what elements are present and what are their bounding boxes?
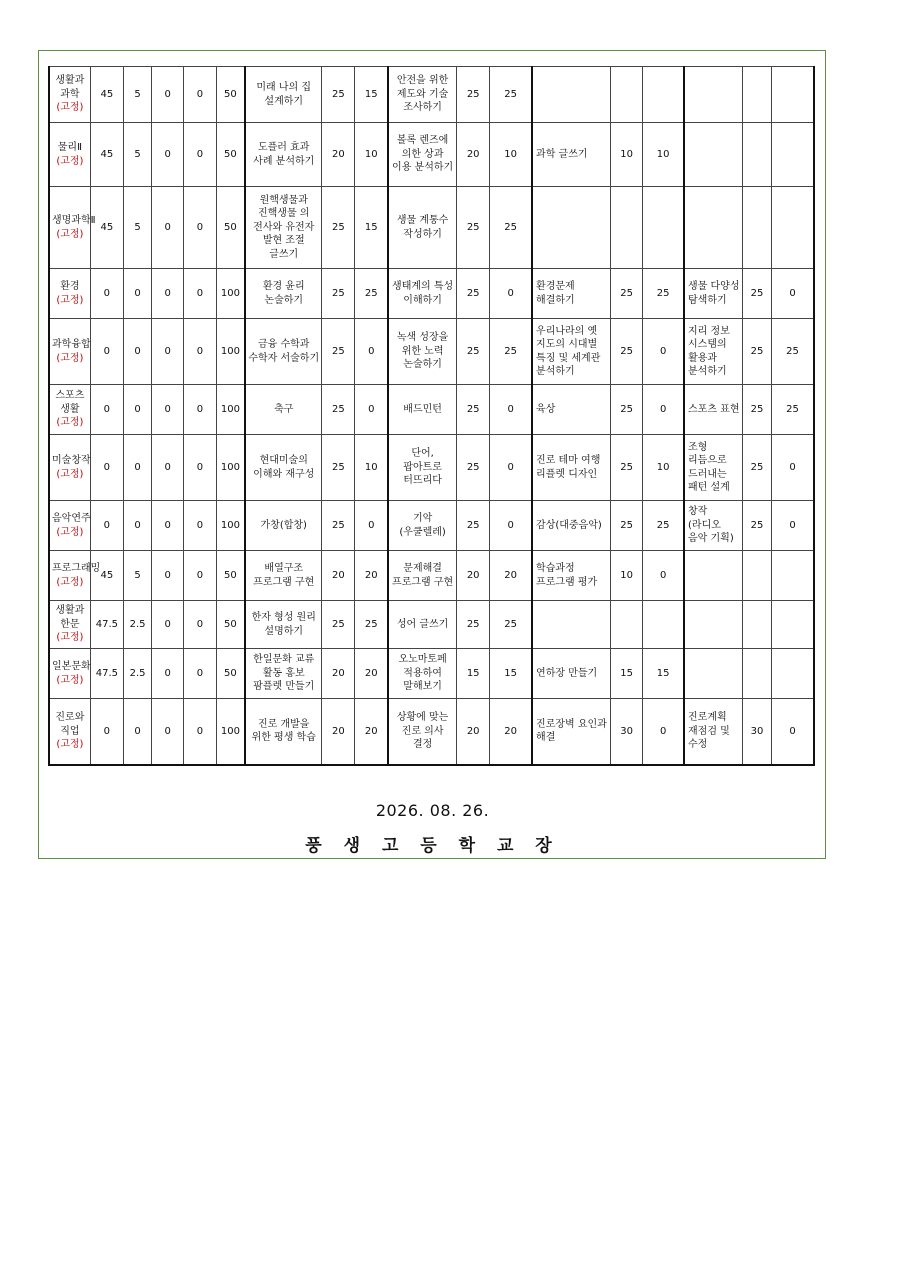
subject-cell bbox=[49, 269, 90, 319]
fixed-label: (고정) bbox=[56, 468, 84, 480]
subject-cell bbox=[49, 319, 90, 385]
weight-cell: 0 bbox=[123, 501, 151, 551]
weight-cell: 2.5 bbox=[123, 649, 151, 699]
activity-score-cell bbox=[772, 67, 814, 123]
subject-cell bbox=[49, 123, 90, 187]
activity-score-cell: 0 bbox=[643, 551, 684, 601]
activity-score-cell: 0 bbox=[490, 435, 532, 501]
subject-name: 생활과 과학 bbox=[55, 75, 85, 100]
weight-cell: 47.5 bbox=[90, 649, 123, 699]
activity-score-cell: 20 bbox=[355, 551, 388, 601]
activity-name-cell: 축구 bbox=[245, 385, 322, 435]
activity-name-cell: 배드민턴 bbox=[388, 385, 456, 435]
activity-name-cell: 진로장벽 요인과 해결 bbox=[532, 699, 611, 765]
activity-name-cell: 성어 글쓰기 bbox=[388, 601, 456, 649]
weight-cell: 2.5 bbox=[123, 601, 151, 649]
activity-score-cell: 25 bbox=[742, 269, 771, 319]
activity-name-cell: 과학 글쓰기 bbox=[532, 123, 611, 187]
activity-score-cell: 0 bbox=[643, 385, 684, 435]
subject-cell bbox=[49, 551, 101, 601]
activity-score-cell: 25 bbox=[457, 269, 490, 319]
activity-name-cell bbox=[684, 601, 742, 649]
activity-score-cell: 20 bbox=[457, 551, 490, 601]
fixed-label: (고정) bbox=[56, 576, 84, 588]
activity-score-cell: 15 bbox=[490, 649, 532, 699]
activity-score-cell: 15 bbox=[643, 649, 684, 699]
subject-name: 프로그래밍 bbox=[52, 563, 101, 574]
activity-name-cell: 한일문화 교류 활동 홍보 팜플렛 만들기 bbox=[245, 649, 322, 699]
activity-score-cell bbox=[772, 123, 814, 187]
activity-name-cell: 진로 개발을 위한 평생 학습 bbox=[245, 699, 322, 765]
weight-cell: 100 bbox=[216, 269, 245, 319]
activity-score-cell: 0 bbox=[355, 385, 388, 435]
activity-score-cell bbox=[772, 551, 814, 601]
activity-score-cell: 10 bbox=[643, 435, 684, 501]
table-row bbox=[49, 699, 814, 765]
activity-score-cell: 25 bbox=[611, 319, 643, 385]
activity-score-cell: 20 bbox=[322, 649, 355, 699]
weight-cell: 50 bbox=[216, 187, 245, 269]
weight-cell: 0 bbox=[152, 269, 184, 319]
activity-score-cell: 10 bbox=[355, 123, 388, 187]
fixed-label: (고정) bbox=[56, 739, 84, 750]
activity-score-cell: 25 bbox=[643, 269, 684, 319]
weight-cell: 0 bbox=[152, 319, 184, 385]
activity-score-cell: 0 bbox=[772, 699, 814, 765]
activity-score-cell: 15 bbox=[355, 187, 388, 269]
fixed-label: (고정) bbox=[56, 352, 84, 364]
subject-cell bbox=[49, 187, 96, 269]
activity-score-cell: 25 bbox=[611, 501, 643, 551]
activity-name-cell: 미래 나의 집 설계하기 bbox=[245, 67, 322, 123]
weight-cell: 0 bbox=[90, 269, 123, 319]
assessment-table bbox=[48, 66, 815, 766]
subject-name: 생명과학Ⅱ bbox=[52, 215, 96, 226]
weight-cell: 5 bbox=[123, 123, 151, 187]
activity-name-cell: 도플러 효과 사례 분석하기 bbox=[245, 123, 322, 187]
activity-score-cell: 25 bbox=[322, 601, 355, 649]
activity-name-cell: 진로계획 재점검 및 수정 bbox=[684, 699, 742, 765]
weight-cell: 0 bbox=[184, 67, 216, 123]
activity-score-cell: 20 bbox=[490, 699, 532, 765]
activity-score-cell: 25 bbox=[457, 385, 490, 435]
activity-score-cell: 25 bbox=[457, 601, 490, 649]
subject-cell bbox=[49, 435, 90, 501]
activity-name-cell: 진로 테마 여행 리플렛 디자인 bbox=[532, 435, 611, 501]
activity-score-cell: 0 bbox=[490, 501, 532, 551]
activity-name-cell bbox=[532, 601, 611, 649]
activity-score-cell: 25 bbox=[355, 269, 388, 319]
activity-score-cell: 25 bbox=[611, 269, 643, 319]
weight-cell: 0 bbox=[152, 699, 184, 765]
weight-cell: 0 bbox=[184, 649, 216, 699]
activity-score-cell: 30 bbox=[611, 699, 643, 765]
activity-name-cell: 환경 윤리 논술하기 bbox=[245, 269, 322, 319]
activity-score-cell: 0 bbox=[772, 435, 814, 501]
table-row bbox=[49, 269, 814, 319]
activity-score-cell: 25 bbox=[611, 385, 643, 435]
activity-score-cell: 25 bbox=[322, 269, 355, 319]
weight-cell: 0 bbox=[152, 649, 184, 699]
subject-name: 미술창작 bbox=[52, 455, 91, 466]
weight-cell: 5 bbox=[123, 67, 151, 123]
activity-score-cell: 20 bbox=[457, 123, 490, 187]
activity-score-cell bbox=[742, 551, 771, 601]
activity-score-cell: 25 bbox=[457, 435, 490, 501]
activity-score-cell: 25 bbox=[457, 67, 490, 123]
activity-score-cell: 25 bbox=[490, 319, 532, 385]
weight-cell: 50 bbox=[216, 123, 245, 187]
table-row bbox=[49, 319, 814, 385]
weight-cell: 0 bbox=[152, 551, 184, 601]
weight-cell: 0 bbox=[152, 385, 184, 435]
activity-name-cell: 현대미술의 이해와 재구성 bbox=[245, 435, 322, 501]
activity-score-cell: 15 bbox=[457, 649, 490, 699]
weight-cell: 0 bbox=[123, 385, 151, 435]
activity-name-cell: 녹색 성장을 위한 노력 논술하기 bbox=[388, 319, 456, 385]
activity-name-cell: 환경문제 해결하기 bbox=[532, 269, 611, 319]
issue-date: 2026. 08. 26. bbox=[375, 801, 490, 820]
subject-cell bbox=[49, 601, 90, 649]
table-row bbox=[49, 123, 814, 187]
activity-name-cell bbox=[684, 67, 742, 123]
weight-cell: 45 bbox=[90, 187, 123, 269]
activity-score-cell: 10 bbox=[355, 435, 388, 501]
activity-score-cell: 25 bbox=[643, 501, 684, 551]
weight-cell: 0 bbox=[152, 187, 184, 269]
weight-cell: 0 bbox=[123, 699, 151, 765]
fixed-label: (고정) bbox=[56, 526, 84, 538]
subject-cell bbox=[49, 67, 90, 123]
weight-cell: 5 bbox=[123, 551, 151, 601]
activity-score-cell: 25 bbox=[322, 67, 355, 123]
activity-name-cell: 기악(우쿨렐레) bbox=[388, 501, 456, 551]
activity-name-cell bbox=[532, 67, 611, 123]
weight-cell: 0 bbox=[123, 269, 151, 319]
activity-score-cell: 15 bbox=[611, 649, 643, 699]
subject-cell bbox=[49, 385, 90, 435]
activity-name-cell bbox=[684, 187, 742, 269]
activity-name-cell: 생태계의 특성 이해하기 bbox=[388, 269, 456, 319]
activity-name-cell: 단어, 팝아트로 터뜨리다 bbox=[388, 435, 456, 501]
weight-cell: 50 bbox=[216, 601, 245, 649]
subject-cell bbox=[49, 649, 90, 699]
weight-cell: 0 bbox=[90, 501, 123, 551]
activity-score-cell: 25 bbox=[611, 435, 643, 501]
activity-score-cell: 25 bbox=[490, 187, 532, 269]
weight-cell: 0 bbox=[184, 601, 216, 649]
activity-score-cell bbox=[772, 187, 814, 269]
weight-cell: 0 bbox=[90, 699, 123, 765]
weight-cell: 0 bbox=[152, 435, 184, 501]
weight-cell: 100 bbox=[216, 501, 245, 551]
table-row bbox=[49, 385, 814, 435]
activity-name-cell: 원핵생물과 진핵생물 의 전사와 유전자 발현 조절 글쓰기 bbox=[245, 187, 322, 269]
activity-name-cell: 조형 리듬으로 드러내는 패턴 설계 bbox=[684, 435, 742, 501]
weight-cell: 45 bbox=[90, 551, 123, 601]
subject-name: 과학융합 bbox=[52, 339, 91, 350]
weight-cell: 0 bbox=[123, 319, 151, 385]
activity-score-cell: 25 bbox=[457, 319, 490, 385]
activity-name-cell: 상황에 맞는 진로 의사 결정 bbox=[388, 699, 456, 765]
activity-score-cell: 25 bbox=[322, 187, 355, 269]
activity-name-cell: 생물 계통수 작성하기 bbox=[388, 187, 456, 269]
subject-name: 스포츠 생활 bbox=[55, 390, 85, 415]
table-row bbox=[49, 601, 814, 649]
activity-score-cell bbox=[611, 187, 643, 269]
weight-cell: 45 bbox=[90, 123, 123, 187]
subject-name: 물리Ⅱ bbox=[57, 142, 82, 153]
activity-name-cell bbox=[532, 187, 611, 269]
activity-score-cell: 25 bbox=[742, 319, 771, 385]
activity-name-cell: 감상(대중음악) bbox=[532, 501, 611, 551]
activity-score-cell: 30 bbox=[742, 699, 771, 765]
activity-score-cell: 10 bbox=[490, 123, 532, 187]
activity-score-cell: 20 bbox=[457, 699, 490, 765]
weight-cell: 0 bbox=[184, 435, 216, 501]
activity-score-cell: 25 bbox=[322, 435, 355, 501]
table-row bbox=[49, 435, 814, 501]
activity-name-cell: 문제해결 프로그램 구현 bbox=[388, 551, 456, 601]
activity-score-cell: 20 bbox=[322, 699, 355, 765]
weight-cell: 0 bbox=[184, 269, 216, 319]
activity-score-cell bbox=[742, 649, 771, 699]
activity-name-cell: 창작(라디오 음악 기획) bbox=[684, 501, 742, 551]
subject-name: 일본문화 bbox=[52, 661, 91, 672]
principal-signature: 풍 생 고 등 학 교 장 bbox=[305, 836, 560, 856]
weight-cell: 0 bbox=[152, 501, 184, 551]
activity-name-cell: 육상 bbox=[532, 385, 611, 435]
activity-name-cell: 배열구조 프로그램 구현 bbox=[245, 551, 322, 601]
weight-cell: 50 bbox=[216, 551, 245, 601]
fixed-label: (고정) bbox=[56, 155, 84, 167]
activity-score-cell: 0 bbox=[772, 501, 814, 551]
subject-name: 환경 bbox=[60, 281, 80, 292]
weight-cell: 0 bbox=[90, 435, 123, 501]
fixed-label: (고정) bbox=[56, 674, 84, 686]
activity-score-cell: 0 bbox=[355, 319, 388, 385]
activity-name-cell: 한자 형성 원리 설명하기 bbox=[245, 601, 322, 649]
weight-cell: 0 bbox=[123, 435, 151, 501]
activity-score-cell bbox=[742, 67, 771, 123]
subject-name: 진로와 직업 bbox=[55, 712, 85, 737]
activity-score-cell: 0 bbox=[490, 385, 532, 435]
weight-cell: 0 bbox=[184, 123, 216, 187]
weight-cell: 47.5 bbox=[90, 601, 123, 649]
activity-score-cell bbox=[643, 601, 684, 649]
activity-score-cell: 20 bbox=[322, 551, 355, 601]
activity-score-cell: 25 bbox=[772, 319, 814, 385]
activity-score-cell: 10 bbox=[643, 123, 684, 187]
weight-cell: 0 bbox=[152, 601, 184, 649]
activity-name-cell bbox=[684, 649, 742, 699]
table-row bbox=[49, 551, 814, 601]
activity-score-cell: 25 bbox=[457, 501, 490, 551]
activity-name-cell: 오노마토페 적용하여 말해보기 bbox=[388, 649, 456, 699]
weight-cell: 50 bbox=[216, 67, 245, 123]
activity-name-cell: 학습과정 프로그램 평가 bbox=[532, 551, 611, 601]
activity-score-cell bbox=[742, 601, 771, 649]
fixed-label: (고정) bbox=[56, 632, 84, 644]
activity-score-cell: 25 bbox=[742, 435, 771, 501]
activity-score-cell: 25 bbox=[322, 501, 355, 551]
weight-cell: 100 bbox=[216, 435, 245, 501]
weight-cell: 0 bbox=[90, 385, 123, 435]
table-row bbox=[49, 649, 814, 699]
weight-cell: 5 bbox=[123, 187, 151, 269]
activity-name-cell: 볼록 렌즈에 의한 상과 이용 분석하기 bbox=[388, 123, 456, 187]
activity-score-cell: 25 bbox=[322, 385, 355, 435]
activity-score-cell: 15 bbox=[355, 67, 388, 123]
activity-score-cell: 10 bbox=[611, 123, 643, 187]
weight-cell: 45 bbox=[90, 67, 123, 123]
weight-cell: 0 bbox=[184, 187, 216, 269]
activity-score-cell bbox=[643, 187, 684, 269]
activity-name-cell bbox=[684, 551, 742, 601]
table-body bbox=[49, 67, 814, 765]
weight-cell: 0 bbox=[184, 319, 216, 385]
fixed-label: (고정) bbox=[56, 294, 84, 306]
activity-score-cell bbox=[742, 187, 771, 269]
activity-score-cell: 0 bbox=[490, 269, 532, 319]
fixed-label: (고정) bbox=[56, 417, 84, 429]
weight-cell: 0 bbox=[152, 67, 184, 123]
weight-cell: 0 bbox=[184, 385, 216, 435]
activity-score-cell bbox=[772, 601, 814, 649]
activity-name-cell: 스포츠 표현 bbox=[684, 385, 742, 435]
activity-score-cell: 25 bbox=[742, 501, 771, 551]
activity-score-cell bbox=[611, 67, 643, 123]
activity-score-cell: 25 bbox=[355, 601, 388, 649]
activity-score-cell: 20 bbox=[355, 649, 388, 699]
activity-score-cell: 0 bbox=[772, 269, 814, 319]
activity-name-cell: 연하장 만들기 bbox=[532, 649, 611, 699]
activity-score-cell: 20 bbox=[355, 699, 388, 765]
activity-name-cell bbox=[684, 123, 742, 187]
activity-score-cell bbox=[772, 649, 814, 699]
activity-score-cell: 25 bbox=[490, 67, 532, 123]
activity-score-cell: 25 bbox=[457, 187, 490, 269]
fixed-label: (고정) bbox=[56, 102, 84, 114]
subject-cell bbox=[49, 501, 90, 551]
activity-score-cell bbox=[611, 601, 643, 649]
activity-name-cell: 우리나라의 옛 지도의 시대별 특징 및 세계관 분석하기 bbox=[532, 319, 611, 385]
table-row bbox=[49, 67, 814, 123]
activity-score-cell: 25 bbox=[322, 319, 355, 385]
subject-name: 생활과 한문 bbox=[55, 605, 85, 630]
weight-cell: 50 bbox=[216, 649, 245, 699]
subject-name: 음악연주 bbox=[52, 513, 91, 524]
activity-score-cell: 0 bbox=[643, 699, 684, 765]
activity-score-cell: 20 bbox=[322, 123, 355, 187]
weight-cell: 0 bbox=[184, 699, 216, 765]
weight-cell: 0 bbox=[90, 319, 123, 385]
activity-score-cell: 20 bbox=[490, 551, 532, 601]
weight-cell: 100 bbox=[216, 319, 245, 385]
activity-name-cell: 가창(합창) bbox=[245, 501, 322, 551]
activity-score-cell bbox=[742, 123, 771, 187]
activity-name-cell: 안전을 위한 제도와 기술 조사하기 bbox=[388, 67, 456, 123]
activity-score-cell: 25 bbox=[772, 385, 814, 435]
weight-cell: 0 bbox=[152, 123, 184, 187]
weight-cell: 100 bbox=[216, 699, 245, 765]
activity-name-cell: 금융 수학과 수학자 서술하기 bbox=[245, 319, 322, 385]
subject-cell bbox=[49, 699, 90, 765]
weight-cell: 0 bbox=[184, 501, 216, 551]
table-row bbox=[49, 501, 814, 551]
activity-score-cell: 0 bbox=[643, 319, 684, 385]
activity-score-cell: 25 bbox=[490, 601, 532, 649]
table-row bbox=[49, 187, 814, 269]
activity-score-cell: 0 bbox=[355, 501, 388, 551]
weight-cell: 0 bbox=[184, 551, 216, 601]
activity-score-cell: 10 bbox=[611, 551, 643, 601]
activity-score-cell bbox=[643, 67, 684, 123]
fixed-label: (고정) bbox=[56, 228, 84, 240]
activity-score-cell: 25 bbox=[742, 385, 771, 435]
activity-name-cell: 생물 다양성 탐색하기 bbox=[684, 269, 742, 319]
activity-name-cell: 지리 정보 시스템의 활용과 분석하기 bbox=[684, 319, 742, 385]
weight-cell: 100 bbox=[216, 385, 245, 435]
